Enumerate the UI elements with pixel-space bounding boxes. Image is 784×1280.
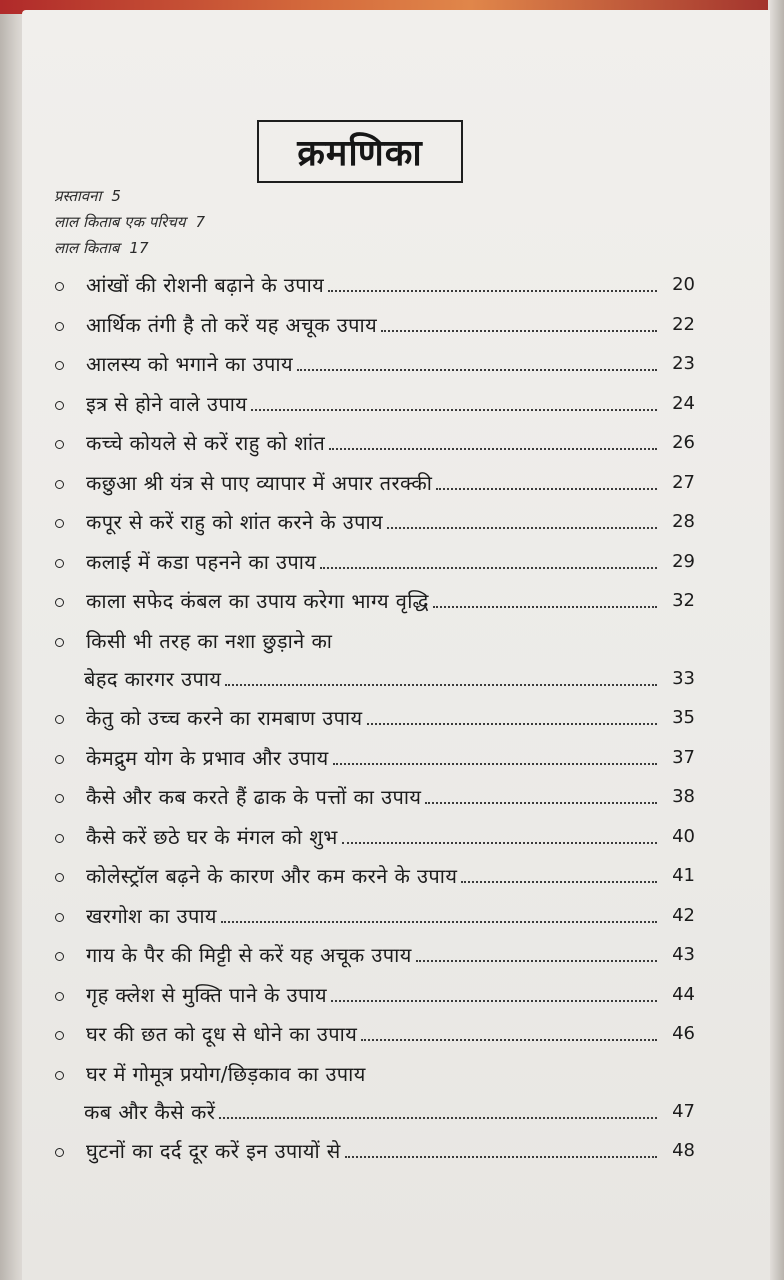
- dot-leader: [329, 448, 657, 450]
- toc-entry[interactable]: [50, 976, 695, 1010]
- toc-entry-page: 44: [672, 983, 695, 1005]
- book-page: [22, 10, 770, 1280]
- dot-leader: [219, 1117, 657, 1119]
- bullet-icon: [55, 1148, 64, 1157]
- toc-entry-page: 46: [672, 1023, 695, 1044]
- bullet-icon: [55, 794, 64, 803]
- page-title: क्रमणिका: [297, 132, 423, 174]
- bullet-icon: [55, 322, 64, 331]
- intro-item-page: 17: [129, 239, 149, 257]
- toc-entry[interactable]: [50, 345, 695, 379]
- dot-leader: [331, 1000, 657, 1002]
- intro-item-page: 5: [111, 187, 121, 205]
- dot-leader: [425, 802, 657, 804]
- bullet-icon: [55, 598, 64, 607]
- toc-entry-label: कैसे और कब करते हैं ढाक के पत्तों का उपाय: [86, 785, 422, 809]
- bullet-icon: [55, 480, 64, 489]
- dot-leader: [367, 723, 657, 725]
- dot-leader: [225, 684, 657, 686]
- dot-leader: [416, 960, 657, 962]
- intro-item-label: प्रस्तावना: [54, 187, 102, 205]
- toc-entry-label: किसी भी तरह का नशा छुड़ाने का: [86, 628, 333, 653]
- toc-entry[interactable]: [50, 543, 695, 577]
- toc-entry-page: 22: [672, 313, 695, 335]
- toc-entry-label: गाय के पैर की मिट्टी से करें यह अचूक उपाय: [86, 943, 412, 967]
- toc-entry[interactable]: [50, 306, 695, 340]
- toc-entry[interactable]: [50, 1055, 695, 1089]
- toc-entry-label-continued: कब और कैसे करें: [84, 1099, 216, 1124]
- bullet-icon: [55, 834, 64, 843]
- toc-entry-label: खरगोश का उपाय: [86, 903, 217, 928]
- intro-item-introduction: [54, 212, 454, 232]
- book-page-edge: [768, 0, 784, 1280]
- dot-leader: [221, 921, 657, 923]
- dot-leader: [381, 330, 657, 332]
- bullet-icon: [55, 1031, 64, 1040]
- dot-leader: [461, 881, 657, 883]
- toc-entry-label: आंखों की रोशनी बढ़ाने के उपाय: [86, 273, 325, 297]
- toc-entry[interactable]: [50, 897, 695, 931]
- toc-entry-page: 38: [672, 786, 695, 807]
- toc-entry[interactable]: [50, 857, 695, 891]
- toc-entry[interactable]: [50, 699, 695, 733]
- toc-entry-label: कच्चे कोयले से करें राहु को शांत: [86, 431, 326, 455]
- toc-entry[interactable]: [50, 385, 695, 419]
- intro-item-label: लाल किताब: [54, 239, 120, 257]
- toc-entry-label-continued: बेहद कारगर उपाय: [84, 666, 222, 691]
- toc-entry[interactable]: [50, 739, 695, 773]
- toc-entry-page: 37: [672, 746, 695, 768]
- toc-entry[interactable]: [50, 936, 695, 970]
- dot-leader: [251, 409, 657, 411]
- bullet-icon: [55, 1071, 64, 1080]
- bullet-icon: [55, 559, 64, 568]
- dot-leader: [342, 842, 657, 844]
- toc-entry-label: आर्थिक तंगी है तो करें यह अचूक उपाय: [86, 312, 378, 337]
- dot-leader: [436, 488, 657, 490]
- dot-leader: [328, 290, 657, 292]
- toc-entry-page: 23: [672, 353, 695, 374]
- toc-entry-page: 41: [672, 865, 695, 886]
- toc-entry-page: 33: [672, 667, 695, 689]
- title-box: [257, 120, 463, 183]
- toc-entry-page: 20: [672, 274, 695, 295]
- toc-entry[interactable]: [50, 464, 695, 498]
- toc-entry-label: कैसे करें छठे घर के मंगल को शुभ: [86, 824, 338, 849]
- bullet-icon: [55, 361, 64, 370]
- toc-entry[interactable]: [50, 778, 695, 812]
- bullet-icon: [55, 873, 64, 882]
- toc-entry-label: कपूर से करें राहु को शांत करने के उपाय: [86, 510, 384, 534]
- toc-entry-label: केमद्रुम योग के प्रभाव और उपाय: [86, 745, 329, 770]
- dot-leader: [345, 1156, 657, 1158]
- toc-entry-page: 26: [672, 432, 695, 453]
- toc-entry-label: आलस्य को भगाने का उपाय: [86, 352, 293, 376]
- dot-leader: [320, 567, 657, 569]
- toc-entry-label: काला सफेद कंबल का उपाय करेगा भाग्य वृद्धि: [86, 589, 429, 613]
- toc-entry[interactable]: [50, 622, 695, 656]
- toc-entry[interactable]: [50, 503, 695, 537]
- toc-entry-page: 47: [672, 1100, 695, 1122]
- intro-item-preface: [54, 186, 454, 206]
- bullet-icon: [55, 638, 64, 647]
- toc-entry-label: कलाई में कडा पहनने का उपाय: [86, 549, 317, 574]
- toc-entry-label: गृह क्लेश से मुक्ति पाने के उपाय: [86, 982, 327, 1007]
- intro-item-page: 7: [195, 213, 206, 231]
- dot-leader: [333, 763, 657, 765]
- bullet-icon: [55, 755, 64, 764]
- toc-entry[interactable]: [50, 1015, 695, 1049]
- bullet-icon: [55, 992, 64, 1001]
- toc-entry-page: 42: [672, 904, 695, 926]
- toc-entry-page: 24: [672, 392, 695, 414]
- bullet-icon: [55, 282, 64, 291]
- dot-leader: [297, 369, 657, 371]
- toc-entry-page: 35: [672, 707, 695, 728]
- toc-entry-continuation[interactable]: [50, 660, 695, 694]
- dot-leader: [433, 606, 657, 608]
- toc-entry-page: 28: [672, 511, 695, 532]
- toc-entry-label: घर की छत को दूध से धोने का उपाय: [86, 1022, 358, 1046]
- toc-entry[interactable]: [50, 582, 695, 616]
- toc-entry[interactable]: [50, 1132, 695, 1166]
- bullet-icon: [55, 440, 64, 449]
- toc-entry[interactable]: [50, 266, 695, 300]
- intro-item-label: लाल किताब एक परिचय: [54, 213, 186, 231]
- bullet-icon: [55, 952, 64, 961]
- intro-item-lal-kitab: [54, 238, 454, 258]
- toc-entry-label: घुटनों का दर्द दूर करें इन उपायों से: [86, 1139, 341, 1163]
- toc-entry-page: 43: [672, 944, 695, 965]
- toc-entry-page: 27: [672, 471, 695, 493]
- toc-entry-label: कछुआ श्री यंत्र से पाए व्यापार में अपार तरक्की: [86, 470, 433, 495]
- bullet-icon: [55, 519, 64, 528]
- bullet-icon: [55, 715, 64, 724]
- dot-leader: [361, 1039, 657, 1041]
- toc-entry-label: इत्र से होने वाले उपाय: [86, 391, 248, 416]
- toc-entry[interactable]: [50, 424, 695, 458]
- bullet-icon: [55, 913, 64, 922]
- toc-entry-label: घर में गोमूत्र प्रयोग/छिड़काव का उपाय: [86, 1061, 366, 1086]
- toc-entry-page: 29: [672, 550, 695, 572]
- toc-entry-page: 48: [672, 1140, 695, 1161]
- toc-entry[interactable]: [50, 818, 695, 852]
- toc-entry-label: केतु को उच्च करने का रामबाण उपाय: [86, 706, 363, 730]
- toc-entry-label: कोलेस्ट्रॉल बढ़ने के कारण और कम करने के उपाय: [86, 864, 458, 888]
- toc-entry-continuation[interactable]: [50, 1093, 695, 1127]
- toc-entry-page: 32: [672, 590, 695, 611]
- bullet-icon: [55, 401, 64, 410]
- toc-entry-page: 40: [672, 825, 695, 847]
- dot-leader: [387, 527, 657, 529]
